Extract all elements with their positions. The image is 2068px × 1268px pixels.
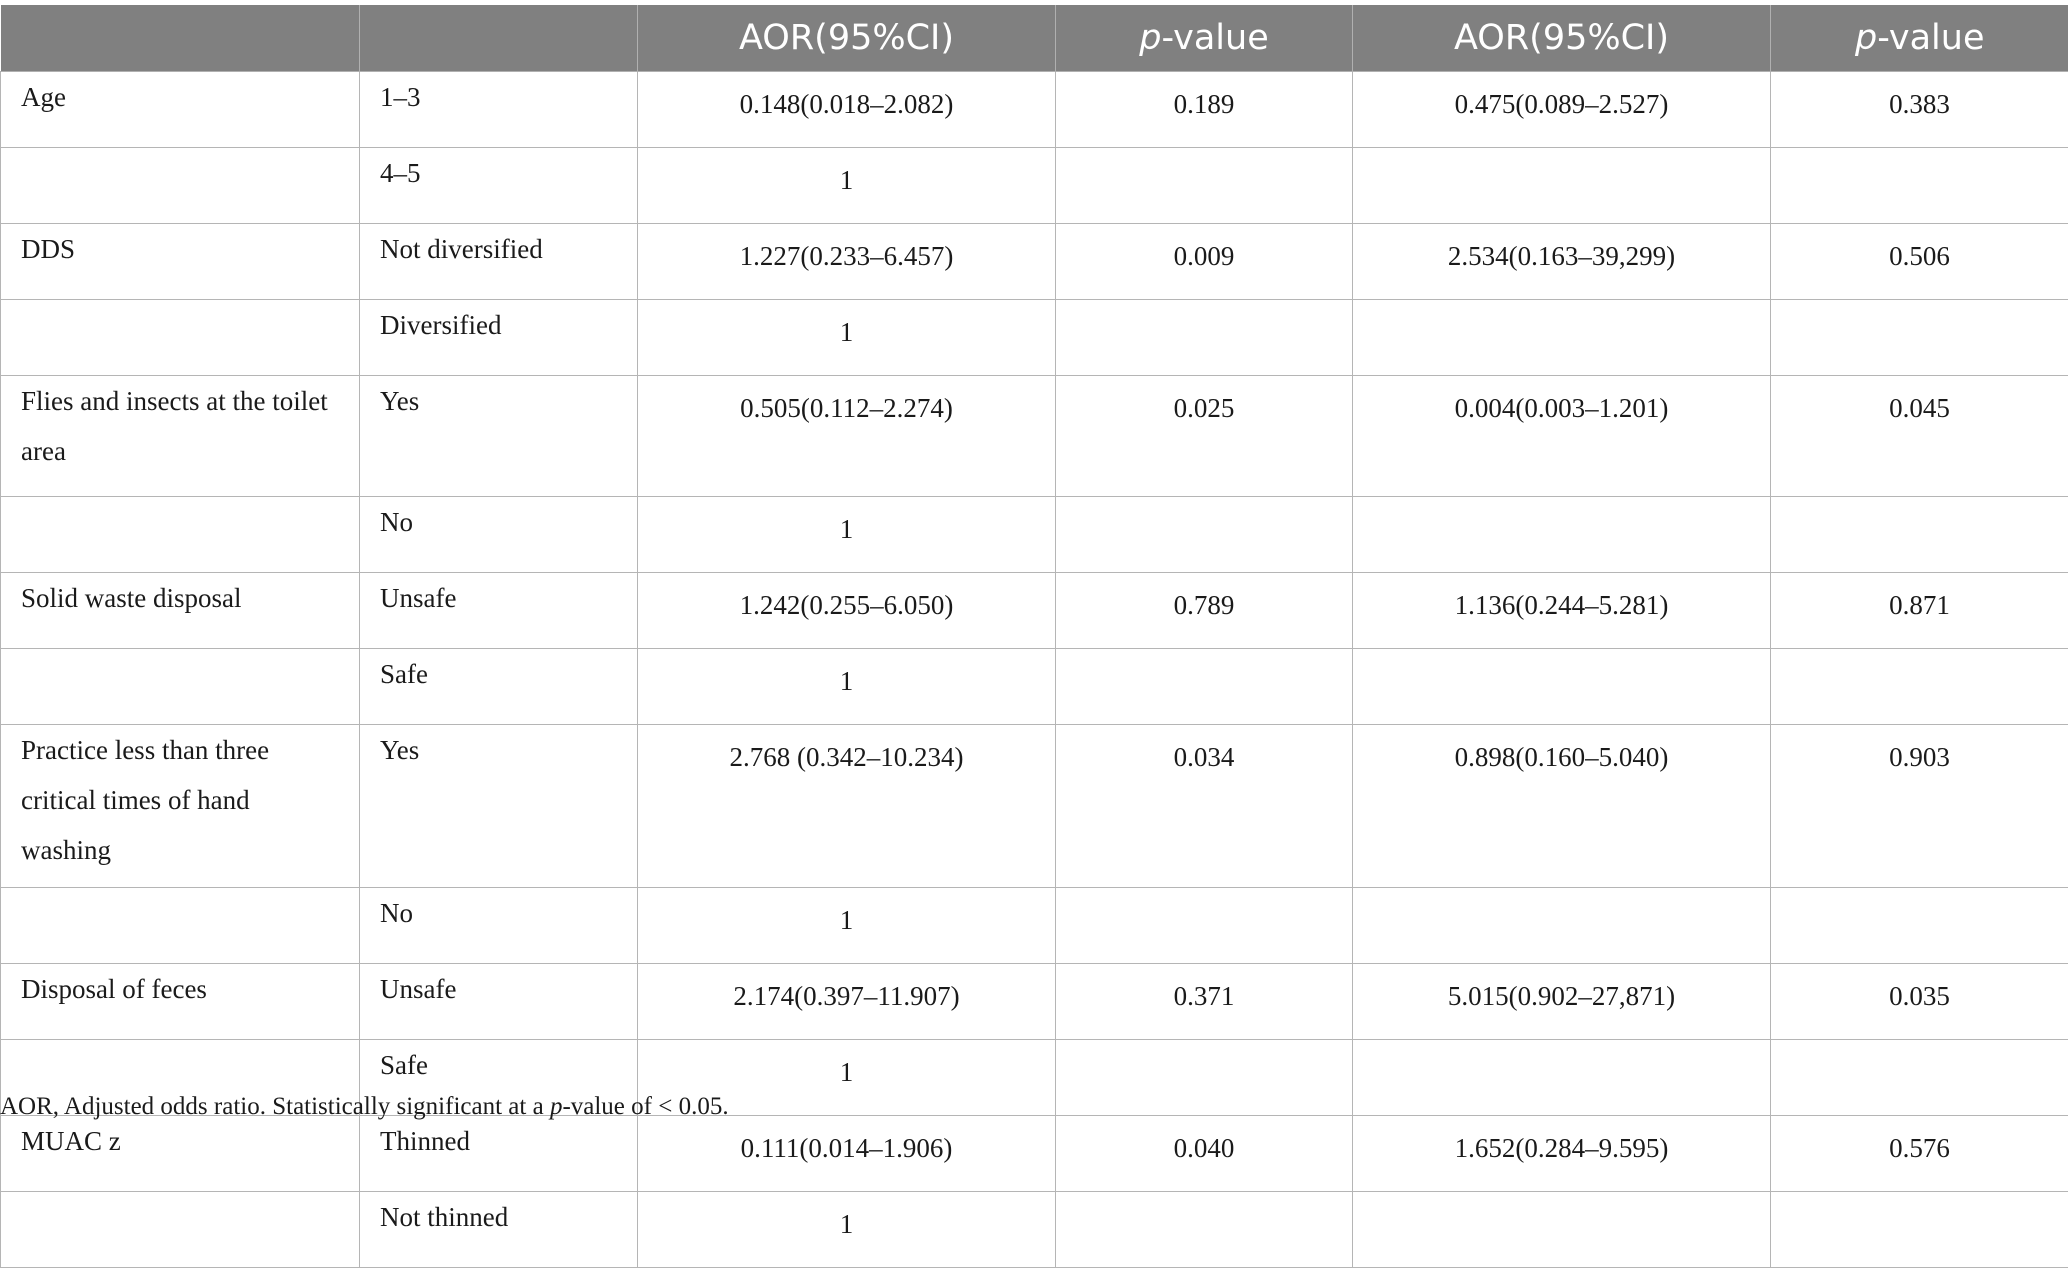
table-container — [0, 5, 2068, 1268]
table-row — [1, 1192, 2068, 1268]
variable-cell — [1, 649, 360, 725]
aor2-cell — [1353, 148, 1771, 224]
p2-cell: 0.871 — [1771, 573, 2068, 649]
aor2-cell: 2.534(0.163–39,299) — [1353, 224, 1771, 300]
table-row — [1, 148, 2068, 224]
category-cell: No — [360, 497, 638, 573]
category-cell: 1–3 — [360, 72, 638, 148]
p1-cell — [1056, 649, 1353, 725]
aor2-cell — [1353, 1192, 1771, 1268]
p2-cell — [1771, 300, 2068, 376]
category-cell: 4–5 — [360, 148, 638, 224]
aor1-cell: 1 — [638, 649, 1056, 725]
table-row — [1, 888, 2068, 964]
p1-cell — [1056, 497, 1353, 573]
p1-cell — [1056, 1040, 1353, 1116]
table-row — [1, 497, 2068, 573]
aor2-cell — [1353, 888, 1771, 964]
p1-cell: 0.025 — [1056, 376, 1353, 497]
table-row — [1, 376, 2068, 497]
p1-cell: 0.034 — [1056, 725, 1353, 888]
table-row — [1, 72, 2068, 148]
p1-cell: 0.009 — [1056, 224, 1353, 300]
p1-cell: 0.371 — [1056, 964, 1353, 1040]
variable-cell — [1, 888, 360, 964]
category-cell: Safe — [360, 649, 638, 725]
aor2-cell: 0.898(0.160–5.040) — [1353, 725, 1771, 888]
aor1-cell: 1 — [638, 1192, 1056, 1268]
aor1-cell: 2.768 (0.342–10.234) — [638, 725, 1056, 888]
category-cell: Not thinned — [360, 1192, 638, 1268]
variable-cell — [1, 148, 360, 224]
category-cell: Unsafe — [360, 573, 638, 649]
header-category — [360, 5, 638, 72]
footnote-text-end: -value of < 0.05. — [562, 1093, 728, 1120]
variable-cell: Solid waste disposal — [1, 573, 360, 649]
header-row — [1, 5, 2068, 72]
p2-cell: 0.035 — [1771, 964, 2068, 1040]
p1-cell: 0.189 — [1056, 72, 1353, 148]
p-italic: p — [1139, 18, 1161, 58]
aor1-cell: 1 — [638, 1040, 1056, 1116]
aor1-cell: 1.242(0.255–6.050) — [638, 573, 1056, 649]
aor1-cell: 1 — [638, 300, 1056, 376]
aor1-cell: 0.148(0.018–2.082) — [638, 72, 1056, 148]
category-cell: Yes — [360, 376, 638, 497]
footnote-p-italic: p — [550, 1093, 563, 1120]
p2-cell — [1771, 497, 2068, 573]
p1-cell: 0.789 — [1056, 573, 1353, 649]
p2-cell: 0.576 — [1771, 1116, 2068, 1192]
table-footnote — [0, 1093, 729, 1121]
p2-cell: 0.506 — [1771, 224, 2068, 300]
p2-cell: 0.045 — [1771, 376, 2068, 497]
p2-cell — [1771, 649, 2068, 725]
aor1-cell: 1 — [638, 497, 1056, 573]
aor1-cell: 1 — [638, 888, 1056, 964]
header-variable — [1, 5, 360, 72]
category-cell: Diversified — [360, 300, 638, 376]
aor2-cell — [1353, 300, 1771, 376]
p2-cell — [1771, 1040, 2068, 1116]
variable-cell: DDS — [1, 224, 360, 300]
p1-cell — [1056, 148, 1353, 224]
aor2-cell — [1353, 497, 1771, 573]
p-italic: p — [1855, 18, 1877, 58]
category-cell: Thinned — [360, 1116, 638, 1192]
aor1-cell: 0.111(0.014–1.906) — [638, 1116, 1056, 1192]
p1-cell — [1056, 300, 1353, 376]
p-rest: -value — [1161, 18, 1268, 58]
table-row — [1, 725, 2068, 888]
variable-cell: Flies and insects at the toilet area — [1, 376, 360, 497]
variable-cell: MUAC z — [1, 1116, 360, 1192]
header-aor-2: AOR(95%CI) — [1353, 5, 1771, 72]
aor2-cell: 0.475(0.089–2.527) — [1353, 72, 1771, 148]
category-cell: Not diversified — [360, 224, 638, 300]
aor2-cell — [1353, 649, 1771, 725]
aor2-cell: 5.015(0.902–27,871) — [1353, 964, 1771, 1040]
variable-cell: Age — [1, 72, 360, 148]
regression-table — [0, 5, 2068, 1268]
aor2-cell: 1.136(0.244–5.281) — [1353, 573, 1771, 649]
header-p-value-1 — [1056, 5, 1353, 72]
aor1-cell: 1 — [638, 148, 1056, 224]
aor1-cell: 0.505(0.112–2.274) — [638, 376, 1056, 497]
p1-cell — [1056, 888, 1353, 964]
category-cell: Safe — [360, 1040, 638, 1116]
table-row — [1, 224, 2068, 300]
header-aor-1: AOR(95%CI) — [638, 5, 1056, 72]
table-row — [1, 964, 2068, 1040]
variable-cell: Practice less than three critical times of hand washing — [1, 725, 360, 888]
p2-cell — [1771, 148, 2068, 224]
footnote-text-start: AOR, Adjusted odds ratio. Statistically significant at a — [0, 1093, 550, 1120]
table-row — [1, 573, 2068, 649]
category-cell: No — [360, 888, 638, 964]
p1-cell: 0.040 — [1056, 1116, 1353, 1192]
variable-cell — [1, 1192, 360, 1268]
aor2-cell — [1353, 1040, 1771, 1116]
variable-cell — [1, 497, 360, 573]
p2-cell: 0.383 — [1771, 72, 2068, 148]
header-p-value-2 — [1771, 5, 2068, 72]
aor2-cell: 0.004(0.003–1.201) — [1353, 376, 1771, 497]
p2-cell — [1771, 1192, 2068, 1268]
aor2-cell: 1.652(0.284–9.595) — [1353, 1116, 1771, 1192]
category-cell: Yes — [360, 725, 638, 888]
p2-cell: 0.903 — [1771, 725, 2068, 888]
variable-cell: Disposal of feces — [1, 964, 360, 1040]
table-row — [1, 300, 2068, 376]
variable-cell — [1, 300, 360, 376]
table-row — [1, 1116, 2068, 1192]
p1-cell — [1056, 1192, 1353, 1268]
table-row — [1, 649, 2068, 725]
p2-cell — [1771, 888, 2068, 964]
aor1-cell: 2.174(0.397–11.907) — [638, 964, 1056, 1040]
category-cell: Unsafe — [360, 964, 638, 1040]
aor1-cell: 1.227(0.233–6.457) — [638, 224, 1056, 300]
p-rest: -value — [1877, 18, 1984, 58]
